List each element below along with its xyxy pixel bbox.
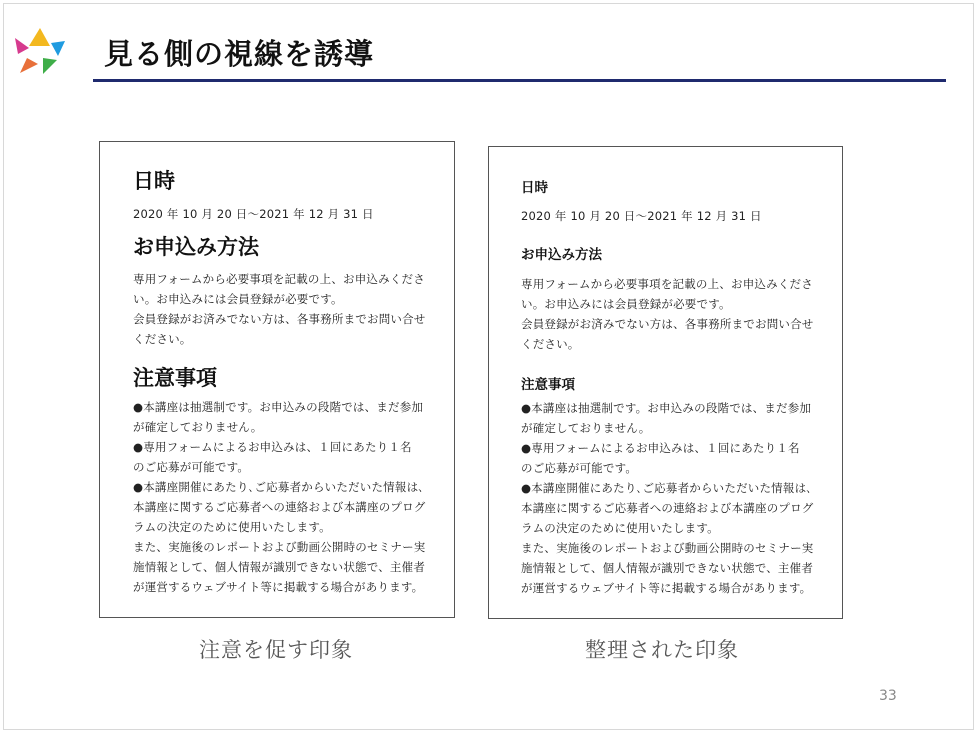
example-card-organized <box>488 146 843 619</box>
caption-emphasized: 注意を促す印象 <box>199 638 353 662</box>
notes-line: が運営するウェブサイト等に掲載する場合があります。 <box>133 580 424 594</box>
apply-line: 専用フォームから必要事項を記載の上、お申込みくださ <box>521 277 813 291</box>
date-text: 2020 年 10 月 20 日〜2021 年 12 月 31 日 <box>133 207 374 221</box>
notes-line: が確定しておりません。 <box>521 421 651 435</box>
logo-orange-shard <box>20 58 38 73</box>
notes-line: また、実施後のレポートおよび動画公開時のセミナー実 <box>521 541 814 555</box>
date-heading: 日時 <box>133 169 175 193</box>
notes-line: が運営するウェブサイト等に掲載する場合があります。 <box>521 581 812 595</box>
apply-line: い。お申込みには会員登録が必要です。 <box>133 292 343 306</box>
apply-line: 会員登録がお済みでない方は、各事務所までお問い合せ <box>133 312 426 326</box>
notes-line: 施情報として、個人情報が識別できない状態で、主催者 <box>521 561 814 575</box>
notes-line: ラムの決定のために使用いたします。 <box>521 521 719 535</box>
notes-line: ●専用フォームによるお申込みは、１回にあたり１名 <box>133 440 412 454</box>
apply-line: ください。 <box>133 332 192 346</box>
apply-body <box>521 274 814 354</box>
apply-line: ください。 <box>521 337 580 351</box>
notes-line: のご応募が可能です。 <box>133 460 250 474</box>
notes-line: ●本講座開催にあたり､ご応募者からいただいた情報は､ <box>521 481 813 495</box>
apply-heading: お申込み方法 <box>521 247 602 263</box>
logo-icon <box>14 26 66 76</box>
date-text: 2020 年 10 月 20 日〜2021 年 12 月 31 日 <box>521 209 762 223</box>
example-card-emphasized <box>99 141 455 618</box>
logo-green-shard <box>43 58 57 74</box>
title-underline <box>93 79 946 82</box>
notes-heading: 注意事項 <box>521 377 575 393</box>
notes-line: ●本講座開催にあたり､ご応募者からいただいた情報は､ <box>133 480 425 494</box>
notes-line: 本講座に関するご応募者への連絡および本講座のプログ <box>133 500 426 514</box>
date-heading: 日時 <box>521 180 548 196</box>
notes-line: ●本講座は抽選制です。お申込みの段階では、まだ参加 <box>133 400 424 414</box>
notes-body <box>521 398 814 598</box>
notes-heading: 注意事項 <box>133 366 217 390</box>
notes-body <box>133 397 426 597</box>
page-number: 33 <box>879 688 897 704</box>
logo-blue-shard <box>51 41 65 56</box>
notes-line: 施情報として、個人情報が識別できない状態で、主催者 <box>133 560 426 574</box>
notes-line: が確定しておりません。 <box>133 420 263 434</box>
notes-line: 本講座に関するご応募者への連絡および本講座のプログ <box>521 501 814 515</box>
logo-pink-shard <box>15 38 29 54</box>
notes-line: ラムの決定のために使用いたします。 <box>133 520 331 534</box>
apply-line: い。お申込みには会員登録が必要です。 <box>521 297 731 311</box>
apply-line: 専用フォームから必要事項を記載の上、お申込みくださ <box>133 272 425 286</box>
apply-heading: お申込み方法 <box>133 235 259 259</box>
notes-line: また、実施後のレポートおよび動画公開時のセミナー実 <box>133 540 426 554</box>
logo-yellow-shard <box>29 28 50 46</box>
apply-body <box>133 269 426 349</box>
page-title: 見る側の視線を誘導 <box>104 37 375 71</box>
notes-line: ●本講座は抽選制です。お申込みの段階では、まだ参加 <box>521 401 812 415</box>
notes-line: のご応募が可能です。 <box>521 461 638 475</box>
notes-line: ●専用フォームによるお申込みは、１回にあたり１名 <box>521 441 800 455</box>
caption-organized: 整理された印象 <box>585 638 739 662</box>
apply-line: 会員登録がお済みでない方は、各事務所までお問い合せ <box>521 317 814 331</box>
